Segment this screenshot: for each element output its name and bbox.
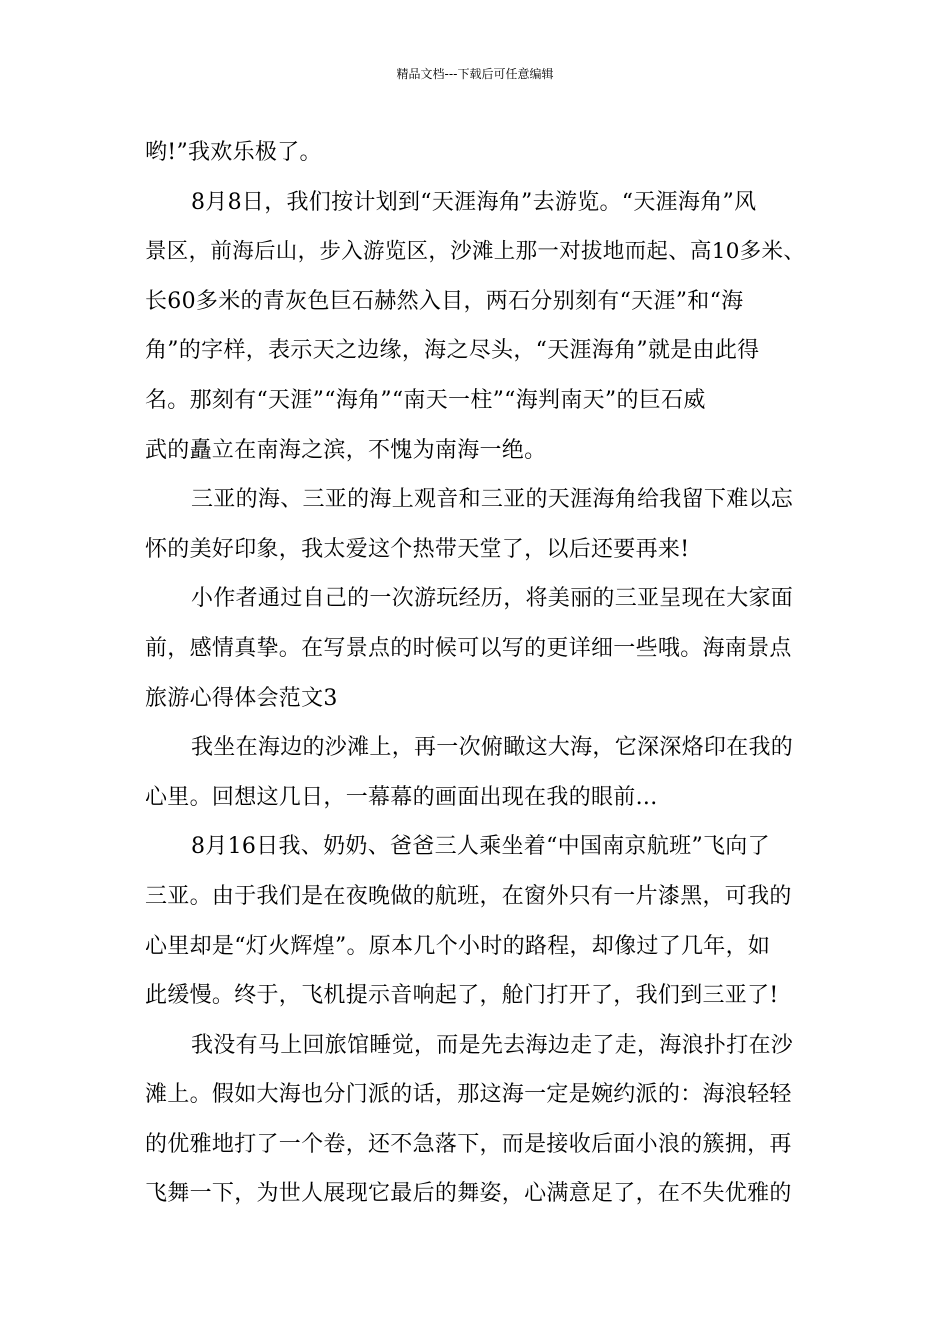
text-line: 8月16日我、奶奶、爸爸三人乘坐着“中国南京航班”飞向了 — [191, 834, 770, 860]
text-line: 景区，前海后山，步入游览区，沙滩上那一对拔地而起、高10多米、 — [145, 239, 806, 265]
body-text — [145, 128, 817, 1219]
text-line: 心里却是“灯火辉煌”。原本几个小时的路程，却像过了几年，如 — [145, 933, 771, 959]
text-line: 长60多米的青灰色巨石赫然入目，两石分别刻有“天涯”和“海 — [145, 288, 744, 314]
text-line: 名。那刻有“天涯”“海角”“南天一柱”“海判南天”的巨石威 — [145, 387, 706, 413]
text-line: 我坐在海边的沙滩上，再一次俯瞰这大海，它深深烙印在我的 — [191, 735, 794, 761]
text-line: 飞舞一下，为世人展现它最后的舞姿，心满意足了，在不失优雅的 — [145, 1181, 792, 1207]
text-line: 武的矗立在南海之滨，不愧为南海一绝。 — [145, 437, 547, 463]
page-header: 精品文档---下载后可任意编辑 — [396, 67, 554, 81]
text-line: 哟!”我欢乐极了。 — [145, 140, 322, 165]
text-line: 前，感情真挚。在写景点的时候可以写的更详细一些哦。海南景点 — [145, 635, 792, 661]
text-line: 角”的字样，表示天之边缘，海之尽头，“天涯海角”就是由此得 — [145, 338, 760, 364]
text-line: 小作者通过自己的一次游玩经历，将美丽的三亚呈现在大家面 — [191, 586, 794, 612]
text-line: 此缓慢。终于，飞机提示音响起了，舱门打开了，我们到三亚了! — [145, 983, 779, 1009]
text-line: 滩上。假如大海也分门派的话，那这海一定是婉约派的：海浪轻轻 — [145, 1082, 792, 1108]
text-line: 三亚的海、三亚的海上观音和三亚的天涯海角给我留下难以忘 — [191, 487, 794, 513]
text-line: 的优雅地打了一个卷，还不急落下，而是接收后面小浪的簇拥，再 — [145, 1131, 792, 1157]
text-line: 心里。回想这几日，一幕幕的画面出现在我的眼前... — [145, 784, 658, 810]
text-line: 8月8日，我们按计划到“天涯海角”去游览。“天涯海角”风 — [191, 189, 757, 215]
text-line: 旅游心得体会范文3 — [145, 685, 338, 711]
text-line: 三亚。由于我们是在夜晚做的航班，在窗外只有一片漆黑，可我的 — [145, 883, 792, 909]
text-line: 怀的美好印象，我太爱这个热带天堂了，以后还要再来! — [145, 536, 690, 562]
text-line: 我没有马上回旅馆睡觉，而是先去海边走了走，海浪扑打在沙 — [191, 1032, 794, 1058]
